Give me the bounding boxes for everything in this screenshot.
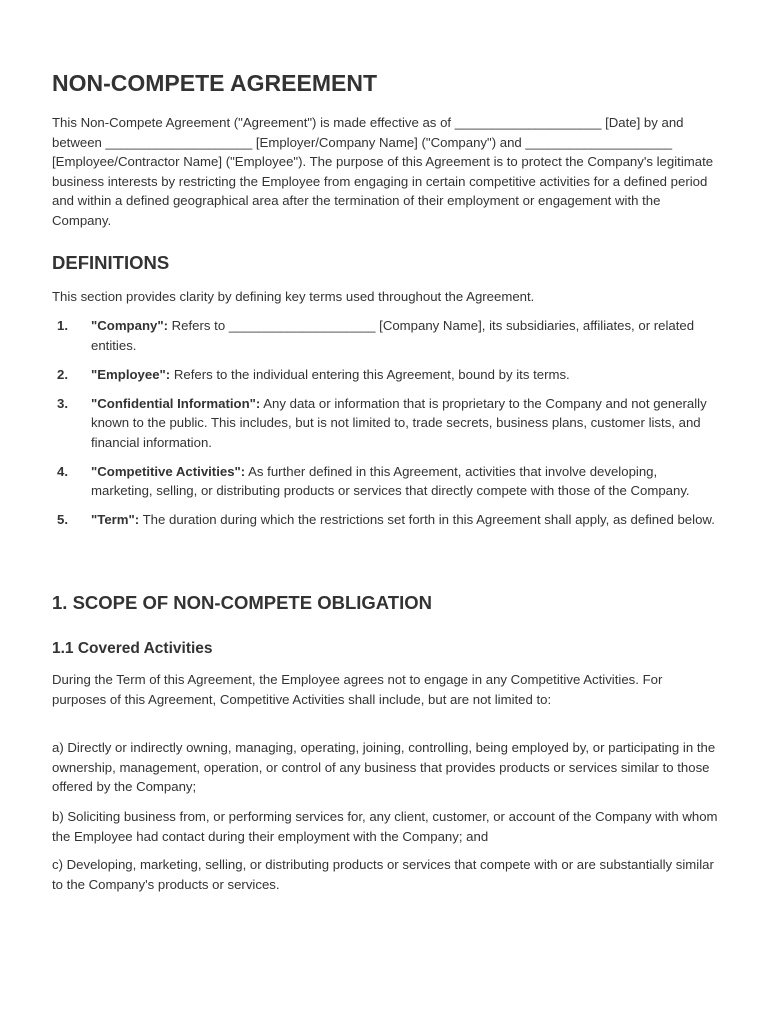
definition-term: "Employee": — [91, 366, 171, 382]
section-1-1-intro: During the Term of this Agreement, the Employee agrees not to engage in any Competitive Activities. For purposes of this Agreement, Competitive Activities shall include, but are not limited to: — [52, 672, 663, 707]
definition-term: "Term": — [91, 512, 140, 528]
definition-number: 3. — [57, 395, 68, 411]
document-title: NON-COMPETE AGREEMENT — [52, 70, 377, 96]
section-1-1-heading: 1.1 Covered Activities — [52, 640, 213, 657]
definition-text: Refers to the individual entering this Agreement, bound by its terms. — [170, 366, 570, 382]
definition-term: "Confidential Information": — [91, 395, 261, 411]
definitions-list — [52, 316, 718, 539]
definition-text: As further defined in this Agreement, activities that involve developing, marketing, selling, or distributing products or services that directly compete with those of the Company. — [91, 463, 690, 499]
intro-paragraph: This Non-Compete Agreement ("Agreement") is made effective as of ____________________ [Date] by and between ____________________ [Employer/Company Name] ("Company") and ____________________ [Employee/Contractor Name] ("Employee"). The purpose of this Agreement is to protect the Company's legitimate business interests by restricting the Employee from engaging in certain competitive activities for a defined period and within a defined geographical area after the termination of their employment or engagement with the Company. — [52, 115, 714, 228]
definition-term: "Company": — [91, 318, 168, 333]
section-1-heading: 1. SCOPE OF NON-COMPETE OBLIGATION — [52, 592, 432, 613]
definition-item-confidential-information — [52, 394, 718, 453]
clause-c: c) Developing, marketing, selling, or distributing products or services that compete with or are substantially similar to the Company's products or services. — [52, 857, 714, 892]
definitions-intro: This section provides clarity by defining key terms used throughout the Agreement. — [52, 289, 535, 304]
definition-term: "Competitive Activities": — [91, 463, 246, 479]
clause-a: a) Directly or indirectly owning, managing, operating, joining, controlling, being employed by, or participating in the ownership, management, operation, or control of any business that provides products or services similar to those offered by the Company; — [52, 740, 716, 795]
clause-b: b) Soliciting business from, or performing services for, any client, customer, or account of the Company with whom the Employee had contact during their employment with the Company; and — [52, 809, 718, 844]
definition-item-company — [52, 316, 718, 355]
definition-number: 5. — [57, 512, 68, 528]
definition-item-employee — [52, 365, 718, 385]
definitions-heading: DEFINITIONS — [52, 252, 170, 273]
definition-number: 1. — [57, 318, 68, 333]
definition-item-term — [52, 510, 718, 530]
definition-number: 4. — [57, 463, 68, 479]
definition-item-competitive-activities — [52, 462, 718, 501]
definition-text: The duration during which the restrictions set forth in this Agreement shall apply, as defined below. — [139, 512, 715, 528]
definition-text: Any data or information that is proprietary to the Company and not generally known to the public. This includes, but is not limited to, trade secrets, business plans, customer lists, and financial information. — [91, 395, 707, 450]
definition-number: 2. — [57, 366, 68, 382]
definition-text: Refers to ____________________ [Company Name], its subsidiaries, affiliates, or related entities. — [91, 318, 695, 353]
